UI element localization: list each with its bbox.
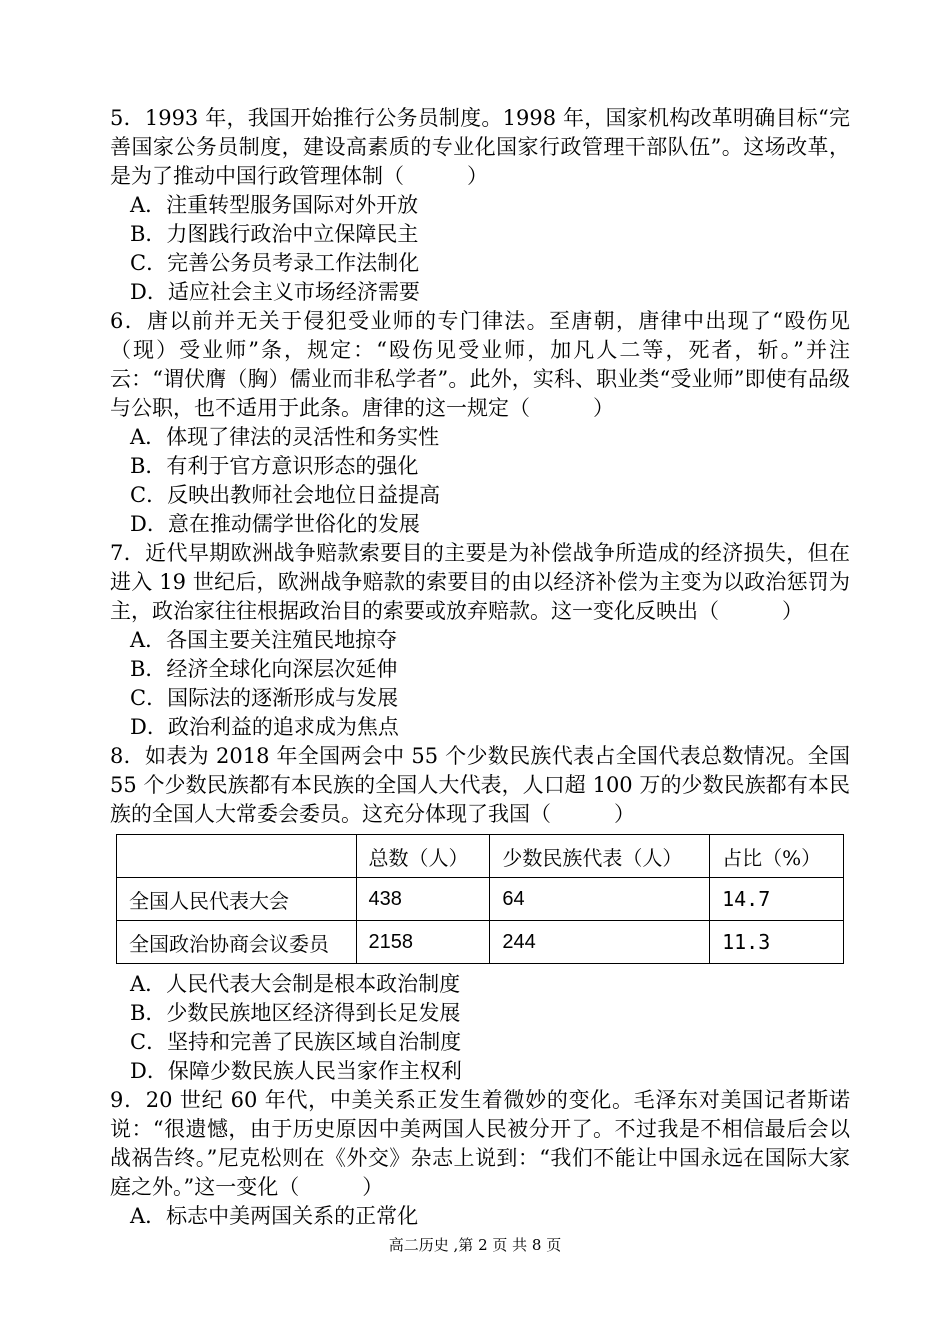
option-c: C．完善公务员考录工作法制化 (130, 251, 420, 275)
option-a: A．体现了律法的灵活性和务实性 (130, 425, 440, 449)
table-cell: 244 (490, 921, 710, 964)
table-header-cell: 占比（%） (710, 835, 844, 878)
table-header-cell: 总数（人） (356, 835, 490, 878)
question-8 (110, 742, 850, 1086)
option-b: B．经济全球化向深层次延伸 (130, 657, 398, 681)
option-a: A．人民代表大会制是根本政治制度 (130, 972, 461, 996)
option-a: A．注重转型服务国际对外开放 (130, 193, 419, 217)
option-c: C．反映出教师社会地位日益提高 (130, 483, 441, 507)
table-cell: 438 (356, 878, 490, 921)
option-c: C．坚持和完善了民族区域自治制度 (130, 1030, 462, 1054)
table-cell: 64 (490, 878, 710, 921)
question-6 (110, 307, 850, 539)
option-c: C．国际法的逐渐形成与发展 (130, 686, 399, 710)
question-stem: 5．1993 年，我国开始推行公务员制度。1998 年，国家机构改革明确目标“完善国家公务员制度，建设高素质的专业化国家行政管理干部队伍”。这场改革，是为了推动中国行政管理体制（ ） (110, 106, 850, 188)
exam-page-content (110, 104, 850, 1231)
table-cell: 全国政治协商会议委员 (117, 921, 357, 964)
option-b: B．力图践行政治中立保障民主 (130, 222, 419, 246)
question-5 (110, 104, 850, 307)
option-d: D．意在推动儒学世俗化的发展 (130, 512, 420, 536)
table-header-row (117, 835, 844, 878)
table-row (117, 878, 844, 921)
table-cell: 全国人民代表大会 (117, 878, 357, 921)
option-d: D．适应社会主义市场经济需要 (130, 280, 420, 304)
table-cell: 2158 (356, 921, 490, 964)
table-header-cell (117, 835, 357, 878)
table-cell: 11.3 (710, 921, 844, 964)
delegates-table (116, 834, 844, 964)
option-d: D．政治利益的追求成为焦点 (130, 715, 399, 739)
option-b: B．少数民族地区经济得到长足发展 (130, 1001, 461, 1025)
question-stem: 6．唐以前并无关于侵犯受业师的专门律法。至唐朝，唐律中出现了“殴伤见（现）受业师”条，规定：“殴伤见受业师，加凡人二等，死者，斩。”并注云：“谓伏膺（胸）儒业而非私学者”。此外，实科、职业类“受业师”即使有品级与公职，也不适用于此条。唐律的这一规定（ ） (110, 309, 850, 420)
question-9 (110, 1086, 850, 1231)
question-7 (110, 539, 850, 742)
table-row (117, 921, 844, 964)
table-header-cell: 少数民族代表（人） (490, 835, 710, 878)
table-cell: 14.7 (710, 878, 844, 921)
question-stem: 9．20 世纪 60 年代，中美关系正发生着微妙的变化。毛泽东对美国记者斯诺说：“很遗憾，由于历史原因中美两国人民被分开了。不过我是不相信最后会以战祸告终。”尼克松则在《外交》杂志上说到：“我们不能让中国永远在国际大家庭之外。”这一变化（ ） (110, 1088, 850, 1199)
option-a: A．标志中美两国关系的正常化 (130, 1204, 419, 1228)
option-a: A．各国主要关注殖民地掠夺 (130, 628, 398, 652)
option-d: D．保障少数民族人民当家作主权利 (130, 1059, 462, 1083)
page-footer: 高二历史 ,第 2 页 共 8 页 (388, 1236, 562, 1254)
question-stem: 7．近代早期欧洲战争赔款索要目的主要是为补偿战争所造成的经济损失，但在进入 19 世纪后，欧洲战争赔款的索要目的由以经济补偿为主变为以政治惩罚为主，政治家往往根据政治目的索要或放弃赔款。这一变化反映出（ ） (110, 541, 850, 623)
option-b: B．有利于官方意识形态的强化 (130, 454, 419, 478)
question-stem: 8．如表为 2018 年全国两会中 55 个少数民族代表占全国代表总数情况。全国 55 个少数民族都有本民族的全国人大代表，人口超 100 万的少数民族都有本民族的全国人大常委会委员。这充分体现了我国（ ） (110, 744, 850, 826)
